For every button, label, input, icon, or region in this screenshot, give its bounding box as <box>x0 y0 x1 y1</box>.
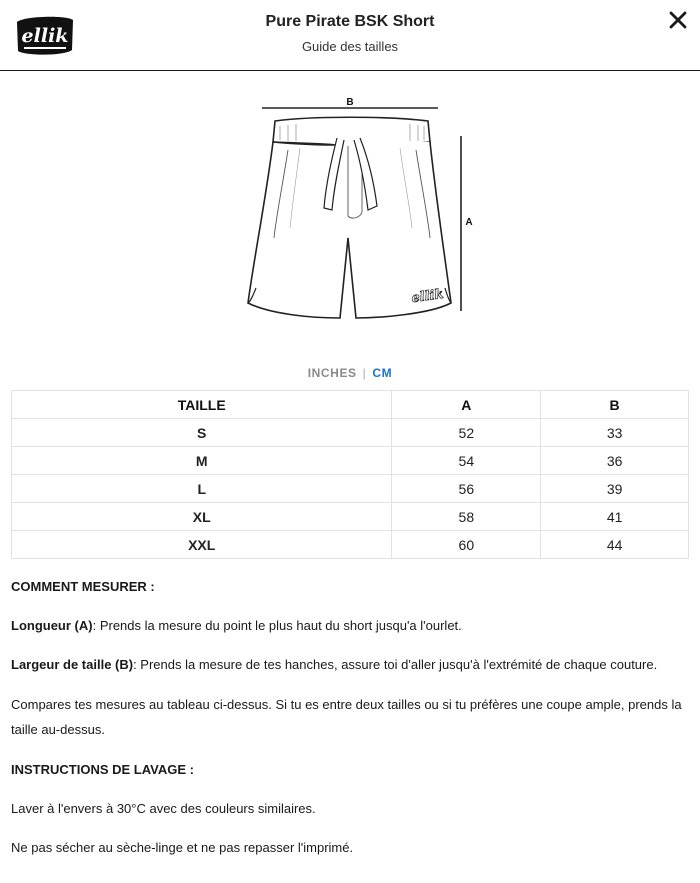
unit-toggle <box>0 366 700 380</box>
table-row <box>12 419 689 447</box>
length-text: : Prends la mesure du point le plus haut du short jusqu'a l'ourlet. <box>92 618 462 633</box>
measure-a-cell: 56 <box>392 475 541 503</box>
waistband <box>273 117 430 145</box>
column-header-b: B <box>541 391 689 419</box>
length-label: Longueur (A) <box>11 618 93 633</box>
dimension-b-label: B <box>346 97 354 108</box>
modal-subtitle: Guide des tailles <box>301 39 399 54</box>
waist-label: Largeur de taille (B) <box>11 657 134 672</box>
length-instruction <box>11 613 691 638</box>
compare-instruction: Compares tes mesures au tableau ci-dessus. Si tu es entre deux tailles ou si tu préfères une coupe ample, prends la taille au-dessus. <box>11 697 682 737</box>
washing-heading: INSTRUCTIONS DE LAVAGE : <box>11 762 194 777</box>
table-row <box>12 503 689 531</box>
measure-b-cell: 36 <box>541 447 689 475</box>
table-row <box>12 447 689 475</box>
measure-b-cell: 33 <box>541 419 689 447</box>
shorts-measurement-diagram <box>240 88 480 328</box>
size-cell: XXL <box>12 531 392 559</box>
measure-a-cell: 54 <box>392 447 541 475</box>
product-title: Pure Pirate BSK Short <box>265 13 435 30</box>
table-row <box>12 475 689 503</box>
dimension-a-label: A <box>465 217 473 228</box>
size-cell: S <box>12 419 392 447</box>
measure-heading: COMMENT MESURER : <box>11 579 155 594</box>
washing-line-1: Laver à l'envers à 30°C avec des couleurs similaires. <box>11 801 316 816</box>
logo-text: ellik <box>21 25 69 47</box>
unit-cm-option[interactable]: CM <box>372 366 393 380</box>
column-header-size: TAILLE <box>12 391 392 419</box>
size-cell: L <box>12 475 392 503</box>
size-cell: M <box>12 447 392 475</box>
washing-line-2: Ne pas sécher au sèche-linge et ne pas repasser l'imprimé. <box>11 840 354 855</box>
table-header-row <box>12 391 689 419</box>
measure-a-cell: 52 <box>392 419 541 447</box>
table-row <box>12 531 689 559</box>
waist-instruction <box>11 652 691 677</box>
close-icon[interactable] <box>666 8 690 32</box>
garment-logo: ellik <box>410 286 445 307</box>
size-cell: XL <box>12 503 392 531</box>
measure-a-cell: 58 <box>392 503 541 531</box>
column-header-a: A <box>392 391 541 419</box>
measure-b-cell: 44 <box>541 531 689 559</box>
modal-header <box>0 0 700 71</box>
measure-b-cell: 39 <box>541 475 689 503</box>
waist-text: : Prends la mesure de tes hanches, assure toi d'aller jusqu'à l'extrémité de chaque couture. <box>133 657 658 672</box>
measure-a-cell: 60 <box>392 531 541 559</box>
size-table <box>11 390 689 559</box>
measure-b-cell: 41 <box>541 503 689 531</box>
unit-inches-option[interactable]: INCHES <box>307 366 357 380</box>
unit-separator: | <box>362 366 367 380</box>
